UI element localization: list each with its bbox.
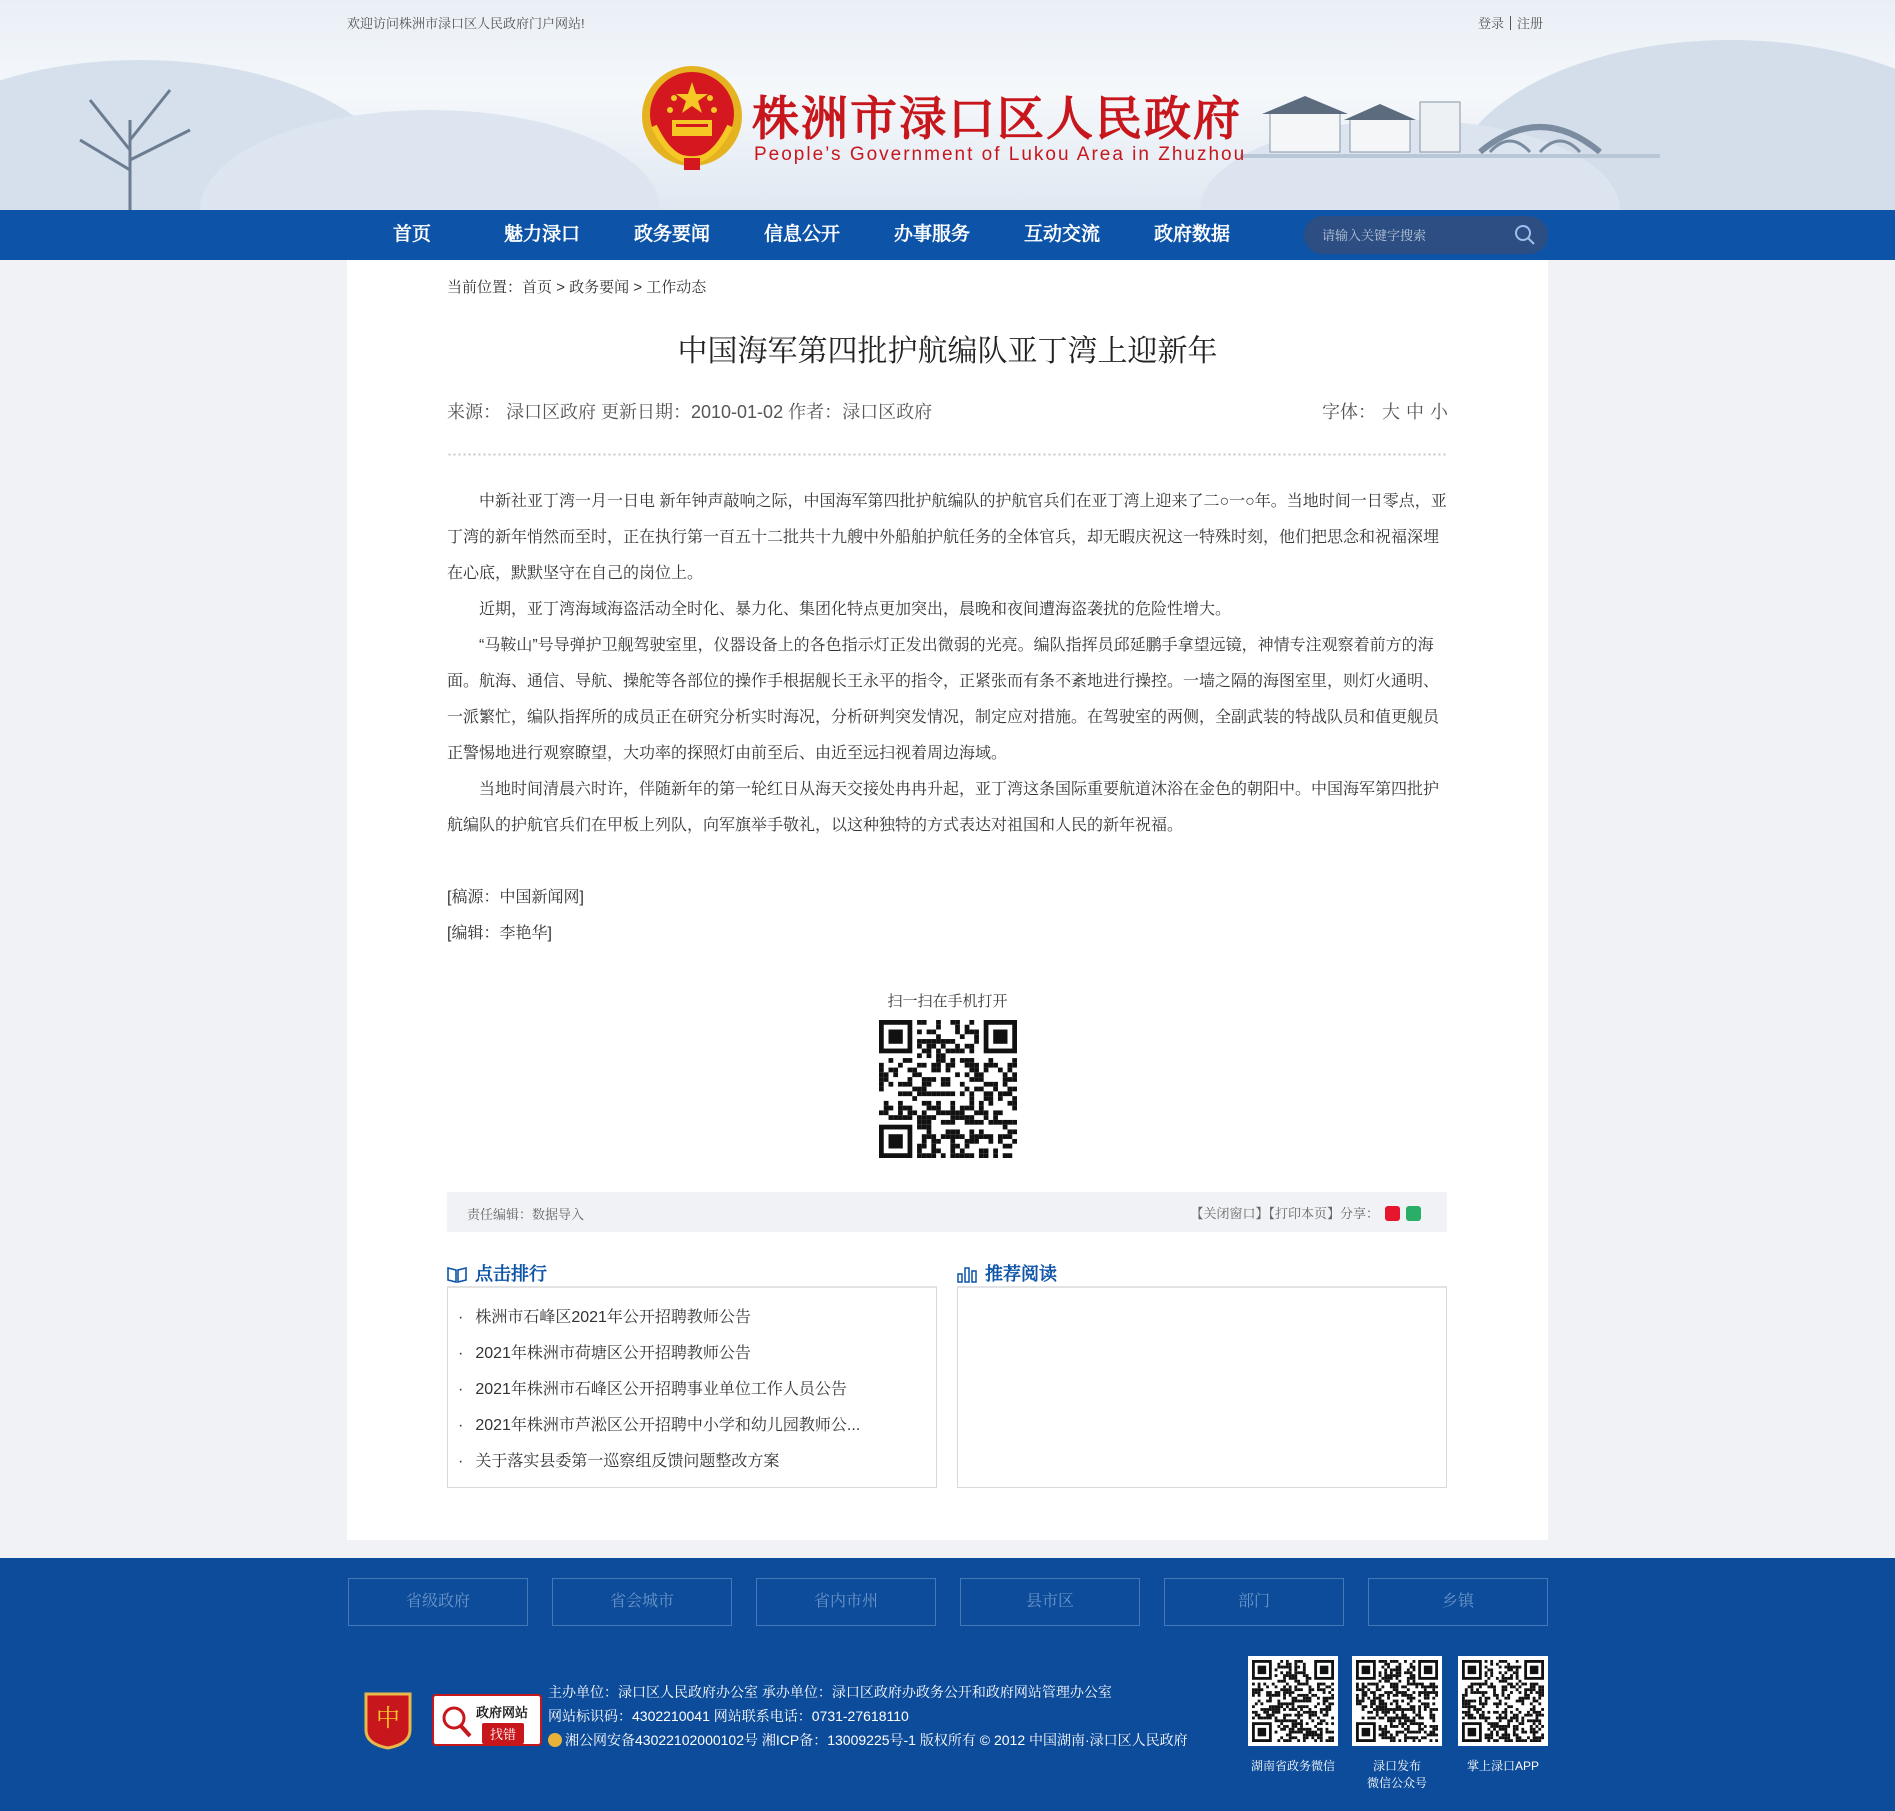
nav-item-services[interactable]: 办事服务 (893, 224, 970, 245)
book-icon (447, 1265, 467, 1283)
search-input[interactable] (1322, 216, 1502, 254)
font-large-button[interactable]: 大 (1382, 402, 1400, 422)
list-item-title: 关于落实县委第一巡察组反馈问题整改方案 (475, 1453, 780, 1470)
breadcrumb-work-updates[interactable]: 工作动态 (646, 279, 707, 296)
footer-qr-code (1248, 1656, 1338, 1746)
recommend-title: 推荐阅读 (985, 1264, 1057, 1284)
list-item-title: 2021年株洲市石峰区公开招聘事业单位工作人员公告 (475, 1381, 847, 1398)
footer-link-capital-cities[interactable]: 省会城市 (552, 1578, 732, 1626)
footer-qr-code (1352, 1656, 1442, 1746)
magnifier-icon (440, 1704, 472, 1738)
police-badge-icon (548, 1733, 562, 1747)
article-paragraph: 当地时间清晨六时许，伴随新年的第一轮红日从海天交接处冉冉升起，亚丁湾这条国际重要航道沐浴在金色的朝阳中。中国海军第四批护航编队的护航官兵们在甲板上列队，向军旗举手敬礼，以这种独特的方式表达对祖国和人民的新年祝福。 (447, 781, 1440, 834)
site-footer (0, 1558, 1895, 1811)
footer-organizer: 主办单位：渌口区人民政府办公室 承办单位：渌口区政府办政务公开和政府网站管理办公室 (548, 1684, 1112, 1700)
national-emblem-icon[interactable] (640, 64, 744, 172)
qr-label: 扫一扫在手机打开 (887, 993, 1008, 1010)
footer-link-townships[interactable]: 乡镇 (1368, 1578, 1548, 1626)
font-size-label: 字体： (1322, 402, 1376, 422)
divider (1510, 16, 1511, 30)
breadcrumb-separator: > (552, 279, 570, 296)
nav-item-info-disclosure[interactable]: 信息公开 (763, 224, 840, 245)
nav-item-news[interactable]: 政务要闻 (633, 224, 710, 245)
responsible-editor: 责任编辑：数据导入 (467, 1207, 585, 1222)
article-source: [稿源：中国新闻网] (447, 889, 584, 906)
list-item[interactable]: · 关于落实县委第一巡察组反馈问题整改方案 (458, 1453, 780, 1470)
dotted-divider (447, 452, 1447, 458)
weibo-share-icon[interactable] (1385, 1206, 1400, 1221)
nav-item-home[interactable]: 首页 (392, 224, 431, 245)
ranking-title: 点击排行 (475, 1264, 547, 1284)
footer-site-id: 网站标识码：4302210041 网站联系电话：0731-27618110 (548, 1708, 909, 1724)
article-title: 中国海军第四批护航编队亚丁湾上迎新年 (677, 334, 1218, 369)
qr-label-lukou-wechat: 渌口发布 微信公众号 (1366, 1759, 1427, 1790)
breadcrumb-news[interactable]: 政务要闻 (569, 279, 630, 296)
list-item-title: 2021年株洲市荷塘区公开招聘教师公告 (475, 1345, 751, 1362)
nav-item-charm-lukou[interactable]: 魅力渌口 (503, 224, 580, 245)
site-title: 株洲市渌口区人民政府 (752, 92, 1242, 147)
close-window-button[interactable]: 【关闭窗口】 (1190, 1206, 1269, 1221)
village-bridge-illustration (1240, 92, 1660, 182)
ranking-header (447, 1260, 547, 1286)
tree-illustration (40, 60, 220, 210)
ranking-box (447, 1286, 937, 1488)
ranking-list (448, 1288, 936, 1480)
recommend-header (957, 1260, 1057, 1286)
recommend-box (957, 1286, 1447, 1488)
article-paragraph: “马鞍山”号导弹护卫舰驾驶室里，仪器设备上的各色指示灯正发出微弱的光亮。编队指挥员邱延鹏手拿望远镜，神情专注观察着前方的海面。航海、通信、导航、操舵等各部位的操作手根据舰长王永平的指令，正紧张而有条不紊地进行操控。一墙之隔的海图室里，则灯火通明、一派繁忙，编队指挥所的成员正在研究分析实时海况，分析研判突发情况，制定应对措施。在驾驶室的两侧，全副武装的特战队员和值更舰员正警惕地进行观察瞭望，大功率的探照灯由前至后、由近至远扫视着周边海域。 (447, 637, 1440, 762)
article-body (447, 484, 1447, 952)
main-nav (0, 210, 1895, 260)
breadcrumb (447, 276, 706, 297)
breadcrumb-home[interactable]: 首页 (522, 279, 553, 296)
list-item[interactable]: · 2021年株洲市荷塘区公开招聘教师公告 (458, 1345, 751, 1362)
article-toolbar (447, 1192, 1447, 1232)
article-paragraph: 中新社亚丁湾一月一日电 新年钟声敲响之际，中国海军第四批护航编队的护航官兵们在亚丁湾上迎来了二○一○年。当地时间一日零点，亚丁湾的新年悄然而至时，正在执行第一百五十二批共十九艘中外船舶护航任务的全体官兵，却无暇庆祝这一特殊时刻，他们把思念和祝福深埋在心底，默默坚守在自己的岗位上。 (447, 493, 1447, 582)
nav-item-interaction[interactable]: 互动交流 (1023, 224, 1100, 245)
qr-code-image (879, 1020, 1017, 1158)
list-item[interactable]: · 株洲市石峰区2021年公开招聘教师公告 (458, 1309, 751, 1326)
svg-text:中: 中 (376, 1704, 400, 1732)
toolbar-actions (1190, 1203, 1421, 1222)
search-box (1304, 216, 1548, 254)
print-page-button[interactable]: 【打印本页】 (1268, 1206, 1340, 1221)
bar-chart-icon (957, 1265, 977, 1283)
footer-link-departments[interactable]: 部门 (1164, 1578, 1344, 1626)
font-medium-button[interactable]: 中 (1406, 402, 1424, 422)
gov-site-error-report-badge[interactable] (432, 1694, 542, 1746)
article-paragraph: 近期，亚丁湾海域海盗活动全时化、暴力化、集团化特点更加突出，晨晚和夜间遭海盗袭扰的危险性增大。 (479, 601, 1232, 618)
site-subtitle: People’s Government of Lukou Area in Zhuzhou (754, 144, 1247, 165)
search-icon[interactable] (1514, 224, 1536, 246)
login-link[interactable]: 登录 (1477, 16, 1504, 31)
qr-code-image (1356, 1660, 1438, 1742)
font-size-controls (1322, 398, 1448, 424)
article-meta: 来源： 渌口区政府 更新日期：2010-01-02 作者：渌口区政府 (447, 402, 933, 422)
list-item-title: 株洲市石峰区2021年公开招聘教师公告 (475, 1309, 751, 1326)
party-gov-badge-icon[interactable] (362, 1690, 414, 1750)
footer-info (548, 1680, 1188, 1752)
share-label: 分享： (1339, 1206, 1379, 1221)
qr-code-image (1252, 1660, 1334, 1742)
auth-links (1478, 13, 1543, 32)
nav-item-gov-data[interactable]: 政府数据 (1153, 224, 1230, 245)
breadcrumb-separator: > (629, 279, 647, 296)
badge-action: 找错 (482, 1723, 524, 1744)
list-item[interactable]: · 2021年株洲市芦淞区公开招聘中小学和幼儿园教师公... (458, 1417, 861, 1434)
qr-label-hunan-wechat: 湖南省政务微信 (1250, 1759, 1335, 1773)
main-content (347, 260, 1548, 1540)
list-item[interactable]: · 2021年株洲市石峰区公开招聘事业单位工作人员公告 (458, 1381, 847, 1398)
footer-qr-code (1458, 1656, 1548, 1746)
footer-link-counties[interactable]: 县市区 (960, 1578, 1140, 1626)
font-small-button[interactable]: 小 (1430, 402, 1448, 422)
breadcrumb-prefix: 当前位置： (447, 279, 523, 296)
qr-code-image (1462, 1660, 1544, 1742)
footer-license: 湘公网安备43022102000102号 湘ICP备：13009225号-1 版权所有 © 2012 中国湖南·渌口区人民政府 (548, 1728, 1188, 1752)
site-header (0, 0, 1895, 210)
wechat-share-icon[interactable] (1406, 1206, 1421, 1221)
badge-title: 政府网站 (476, 1705, 529, 1720)
list-item-title: 2021年株洲市芦淞区公开招聘中小学和幼儿园教师公... (475, 1417, 861, 1434)
article-editor: [编辑：李艳华] (447, 925, 552, 942)
register-link[interactable]: 注册 (1516, 16, 1543, 31)
footer-link-cities[interactable]: 省内市州 (756, 1578, 936, 1626)
welcome-text: 欢迎访问株洲市渌口区人民政府门户网站! (347, 16, 585, 31)
qr-label-lukou-app: 掌上渌口APP (1466, 1759, 1539, 1773)
footer-link-provincial-gov[interactable]: 省级政府 (348, 1578, 528, 1626)
